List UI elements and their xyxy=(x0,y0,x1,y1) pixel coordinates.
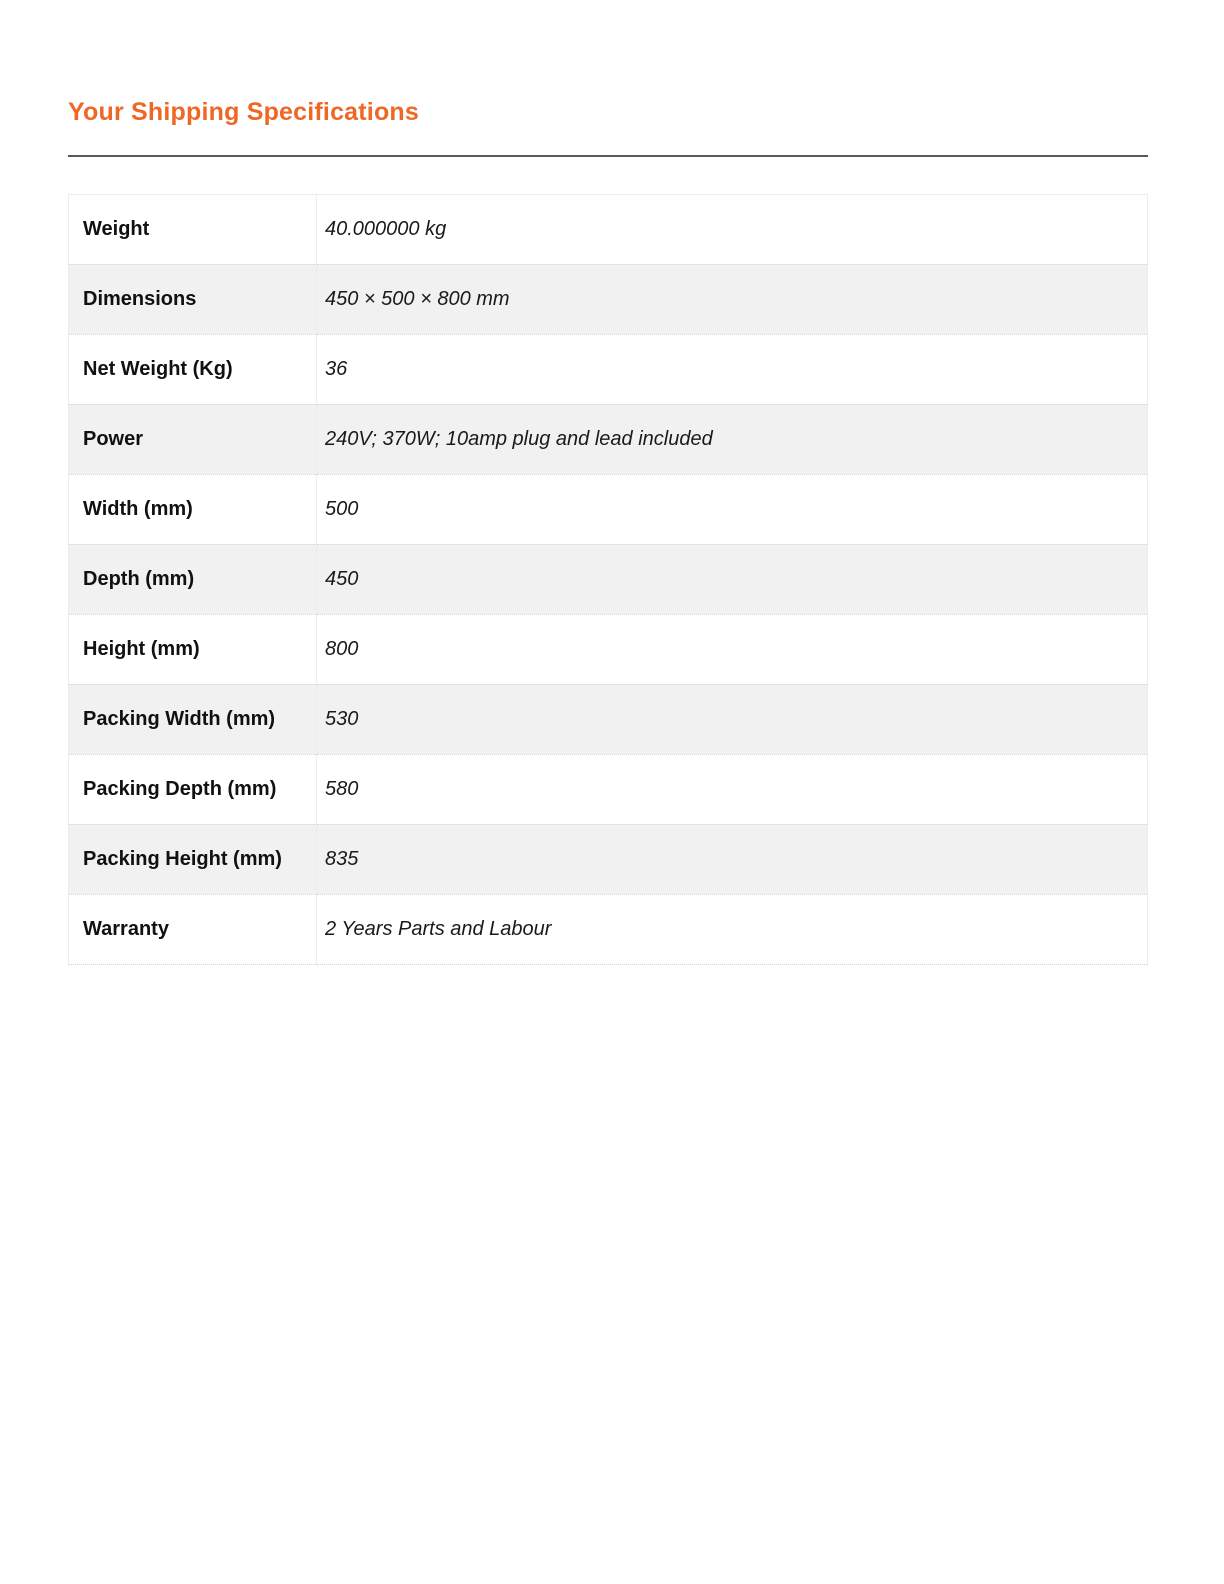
spec-label: Net Weight (Kg) xyxy=(69,334,317,404)
spec-label: Packing Width (mm) xyxy=(69,684,317,754)
spec-label: Warranty xyxy=(69,894,317,964)
spec-value: 2 Years Parts and Labour xyxy=(317,894,1148,964)
spec-value: 40.000000 kg xyxy=(317,194,1148,264)
page-title: Your Shipping Specifications xyxy=(68,98,419,126)
spec-value: 800 xyxy=(317,614,1148,684)
table-row xyxy=(69,264,1148,334)
spec-label: Width (mm) xyxy=(69,474,317,544)
shipping-specifications-table xyxy=(68,194,1148,965)
table-row xyxy=(69,824,1148,894)
spec-label: Packing Depth (mm) xyxy=(69,754,317,824)
spec-label: Power xyxy=(69,404,317,474)
spec-value: 580 xyxy=(317,754,1148,824)
table-row xyxy=(69,334,1148,404)
spec-label: Depth (mm) xyxy=(69,544,317,614)
spec-value: 450 × 500 × 800 mm xyxy=(317,264,1148,334)
table-row xyxy=(69,894,1148,964)
spec-value: 450 xyxy=(317,544,1148,614)
title-divider xyxy=(68,155,1148,157)
spec-label: Height (mm) xyxy=(69,614,317,684)
table-row xyxy=(69,614,1148,684)
spec-value: 500 xyxy=(317,474,1148,544)
table-row xyxy=(69,684,1148,754)
spec-value: 835 xyxy=(317,824,1148,894)
table-row xyxy=(69,474,1148,544)
table-row xyxy=(69,194,1148,264)
spec-label: Dimensions xyxy=(69,264,317,334)
table-row xyxy=(69,404,1148,474)
spec-label: Weight xyxy=(69,194,317,264)
spec-value: 36 xyxy=(317,334,1148,404)
spec-label: Packing Height (mm) xyxy=(69,824,317,894)
table-row xyxy=(69,754,1148,824)
table-row xyxy=(69,544,1148,614)
table-body xyxy=(69,194,1148,964)
spec-value: 530 xyxy=(317,684,1148,754)
spec-value: 240V; 370W; 10amp plug and lead included xyxy=(317,404,1148,474)
